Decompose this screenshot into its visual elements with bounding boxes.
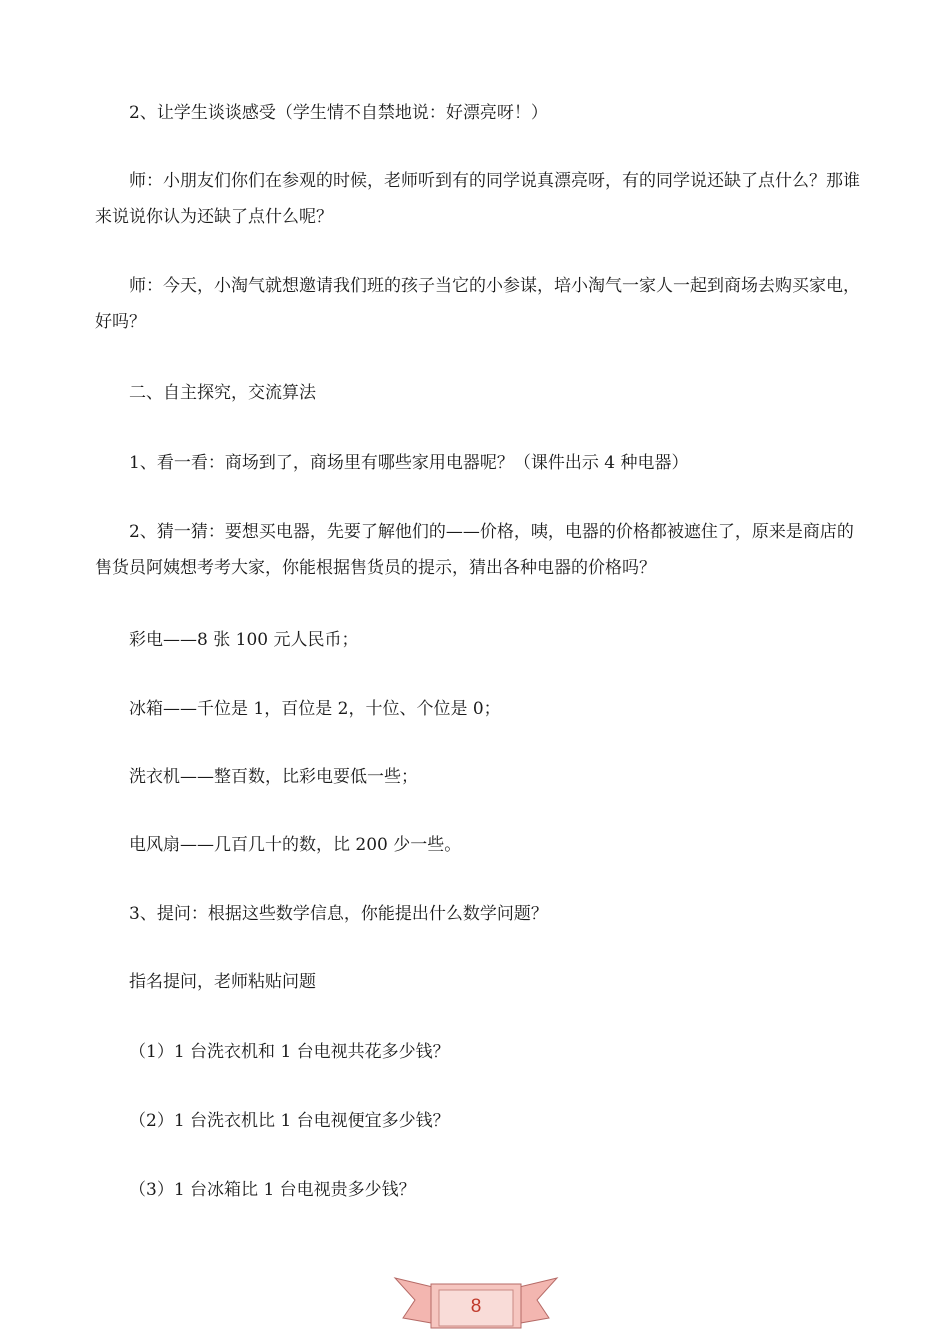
paragraph: 2、让学生谈谈感受（学生情不自禁地说：好漂亮呀！） (129, 103, 548, 123)
paragraph: 冰箱——千位是 1，百位是 2，十位、个位是 0； (129, 699, 501, 719)
section-heading: 二、自主探究，交流算法 (129, 383, 316, 403)
page-number: 8 (470, 1296, 482, 1317)
paragraph: 师：小朋友们你们在参观的时候，老师听到有的同学说真漂亮呀，有的同学说还缺了点什么？那谁来说说你认为还缺了点什么呢？ (95, 171, 860, 227)
paragraph: 指名提问，老师粘贴问题 (129, 972, 316, 992)
paragraph: 3、提问：根据这些数学信息，你能提出什么数学问题？ (129, 904, 548, 924)
paragraph: 师：今天，小淘气就想邀请我们班的孩子当它的小参谋，培小淘气一家人一起到商场去购买家电，好吗？ (95, 276, 860, 332)
paragraph: 2、猜一猜：要想买电器，先要了解他们的——价格，咦，电器的价格都被遮住了，原来是商店的售货员阿姨想考考大家，你能根据售货员的提示，猜出各种电器的价格吗？ (95, 522, 854, 578)
page-number-ribbon (393, 1274, 559, 1340)
question-item: （3）1 台冰箱比 1 台电视贵多少钱？ (129, 1180, 416, 1200)
paragraph: 电风扇——几百几十的数，比 200 少一些。 (129, 835, 462, 855)
question-item: （1）1 台洗衣机和 1 台电视共花多少钱？ (129, 1042, 450, 1062)
paragraph: 1、看一看：商场到了，商场里有哪些家用电器呢？（课件出示 4 种电器） (129, 453, 689, 473)
paragraph: 洗衣机——整百数，比彩电要低一些； (129, 767, 418, 787)
question-item: （2）1 台洗衣机比 1 台电视便宜多少钱？ (129, 1111, 450, 1131)
paragraph: 彩电——8 张 100 元人民币； (129, 630, 359, 650)
